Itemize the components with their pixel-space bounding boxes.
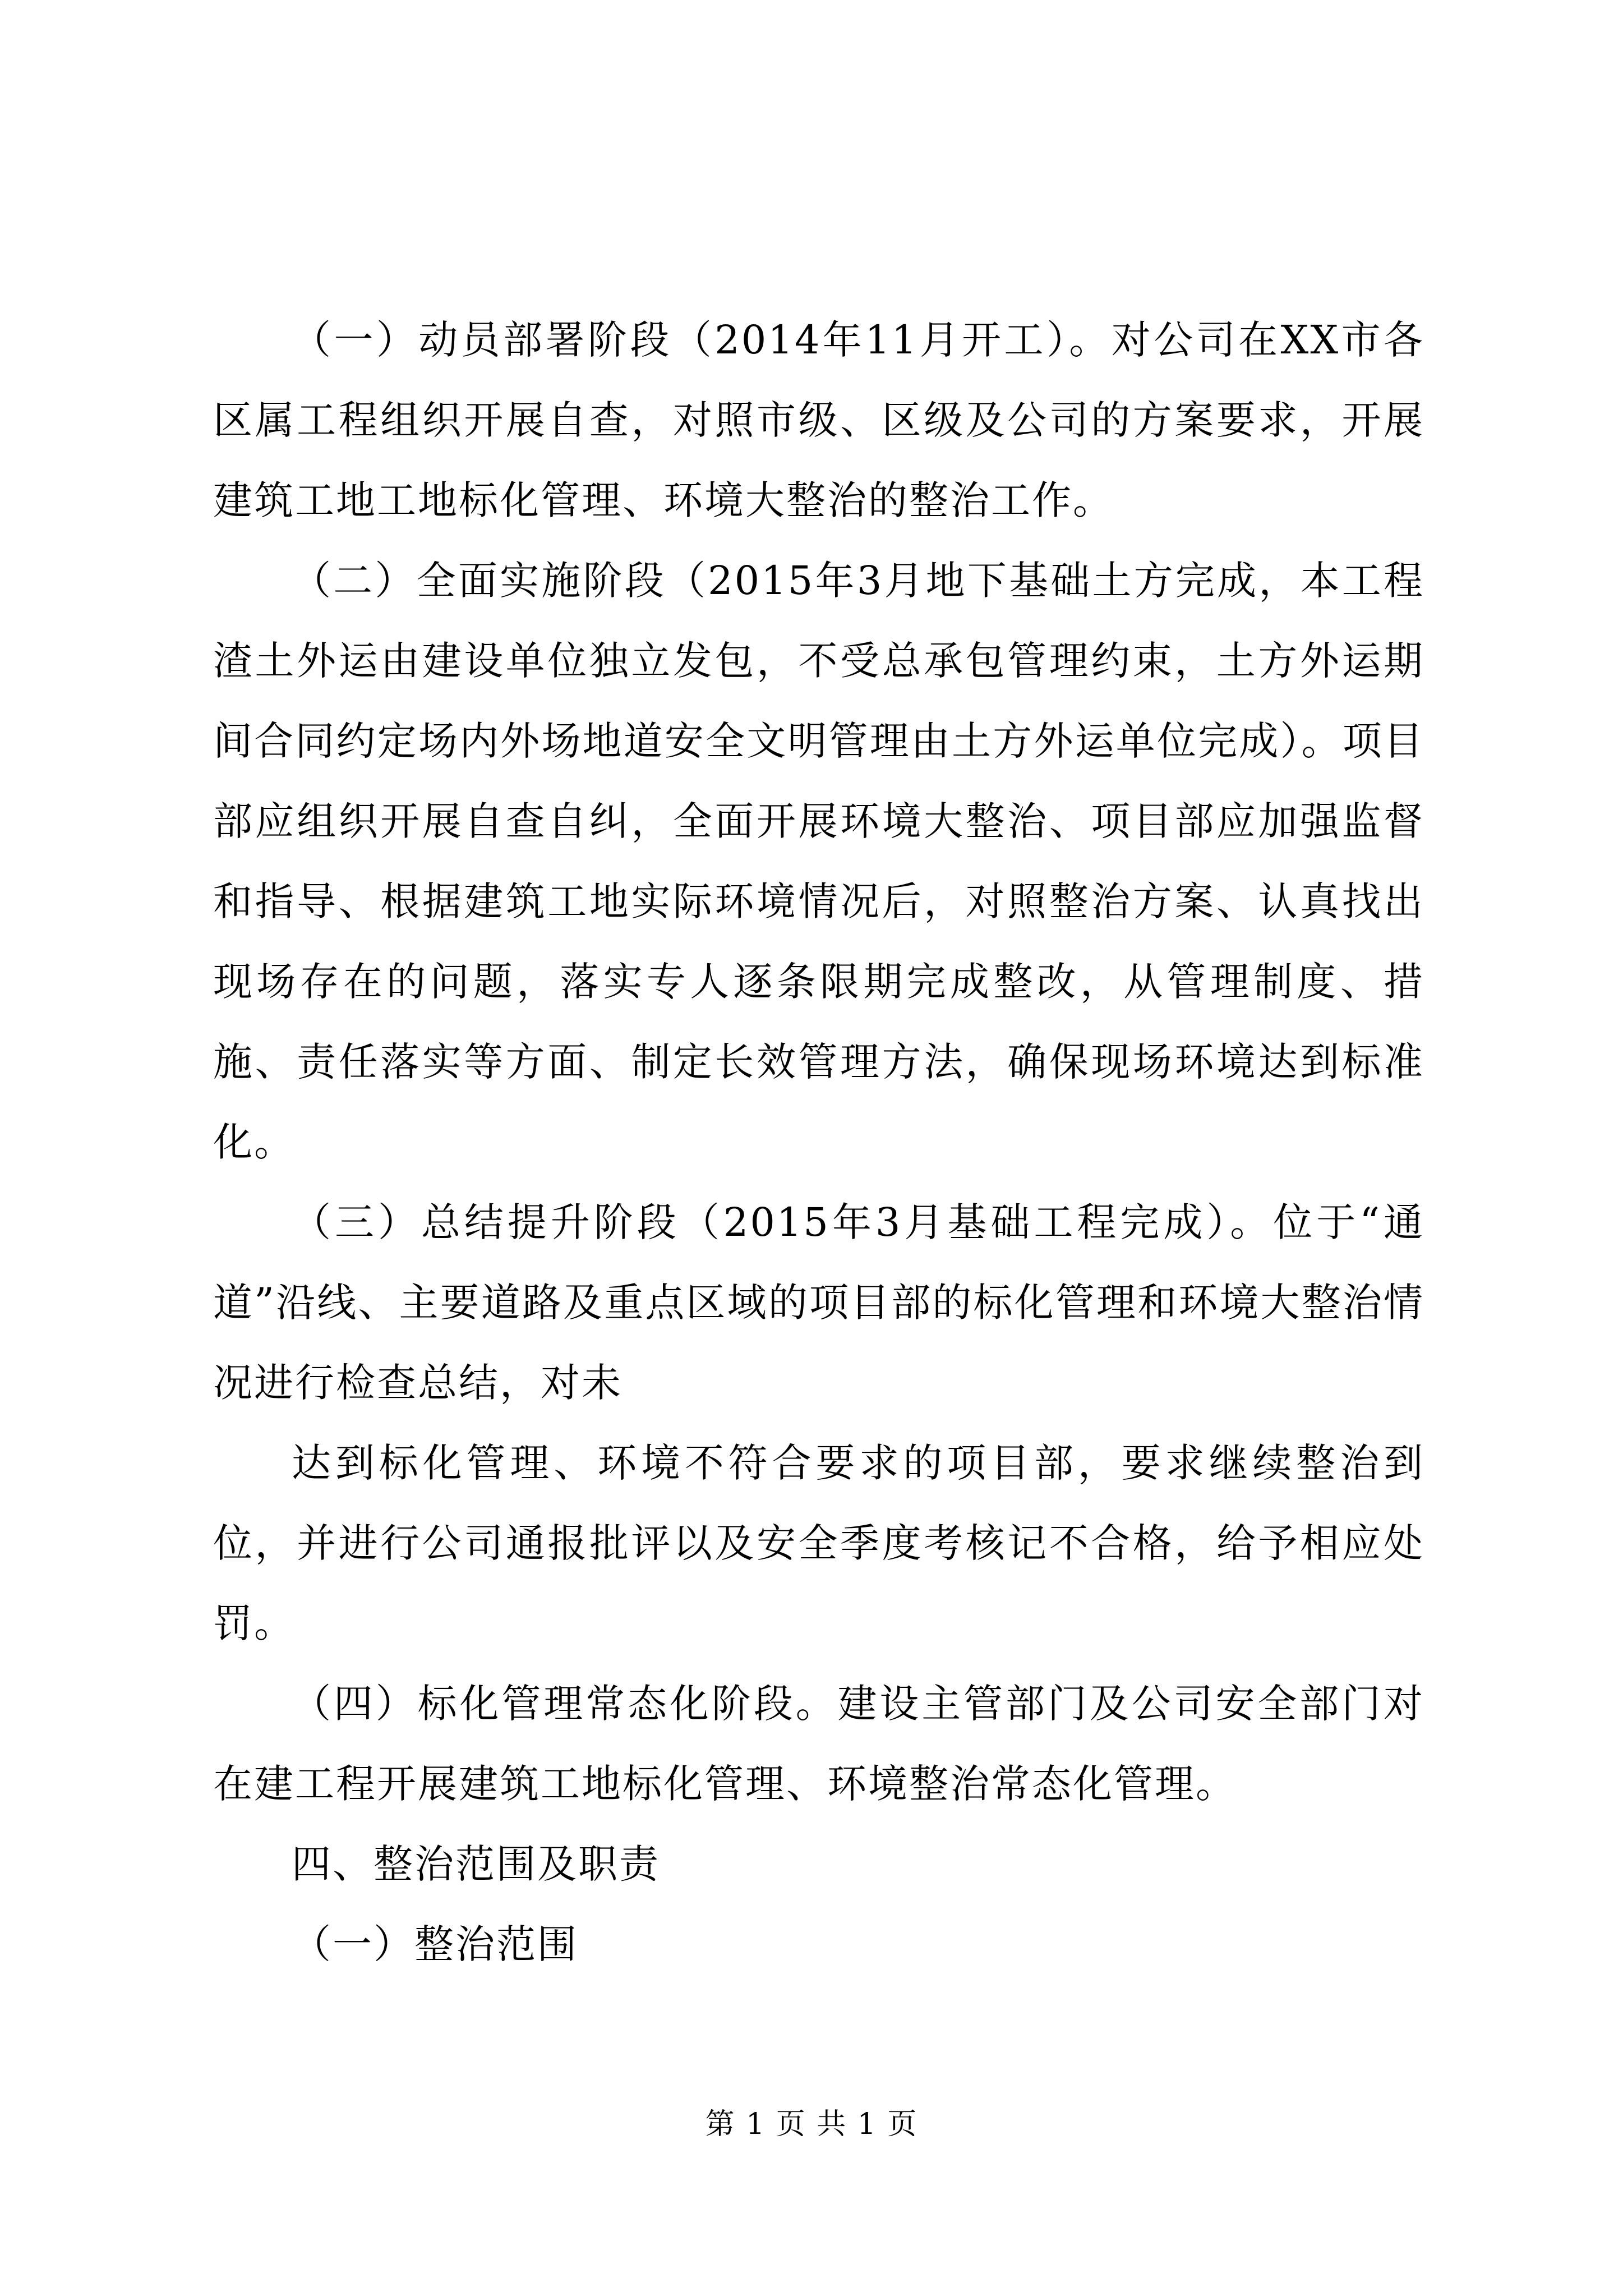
subheading-scope: （一）整治范围 xyxy=(292,1921,578,1967)
document-body xyxy=(213,300,1424,1985)
section-heading-scope-and-duties: 四、整治范围及职责 xyxy=(292,1841,660,1887)
paragraph-summary-stage: （三）总结提升阶段（2015年3月基础工程完成）。位于“通道”沿线、主要道路及重点区域的项目部的标化管理和环境大整治情况进行检查总结，对未 xyxy=(213,1199,1424,1406)
paragraph-implementation-stage: （二）全面实施阶段（2015年3月地下基础土方完成，本工程渣土外运由建设单位独立发包，不受总承包管理约束，土方外运期间合同约定场内外场地道安全文明管理由土方外运单位完成）。项目部应组织开展自查自纠，全面开展环境大整治、项目部应加强监督和指导、根据建筑工地实际环境情况后，对照整治方案、认真找出现场存在的问题，落实专人逐条限期完成整改，从管理制度、措施、责任落实等方面、制定长效管理方法，确保现场环境达到标准化。 xyxy=(213,558,1424,1165)
paragraph-normalization-stage: （四）标化管理常态化阶段。建设主管部门及公司安全部门对在建工程开展建筑工地标化管理、环境整治常态化管理。 xyxy=(213,1681,1424,1807)
paragraph-mobilization-stage: （一）动员部署阶段（2014年11月开工）。对公司在XX市各区属工程组织开展自查，对照市级、区级及公司的方案要求，开展建筑工地工地标化管理、环境大整治的整治工作。 xyxy=(213,317,1424,523)
paragraph-summary-stage-continued: 达到标化管理、环境不符合要求的项目部，要求继续整治到位，并进行公司通报批评以及安全季度考核记不合格，给予相应处罚。 xyxy=(213,1440,1424,1646)
page-number-footer: 第 1 页 共 1 页 xyxy=(705,2108,918,2141)
